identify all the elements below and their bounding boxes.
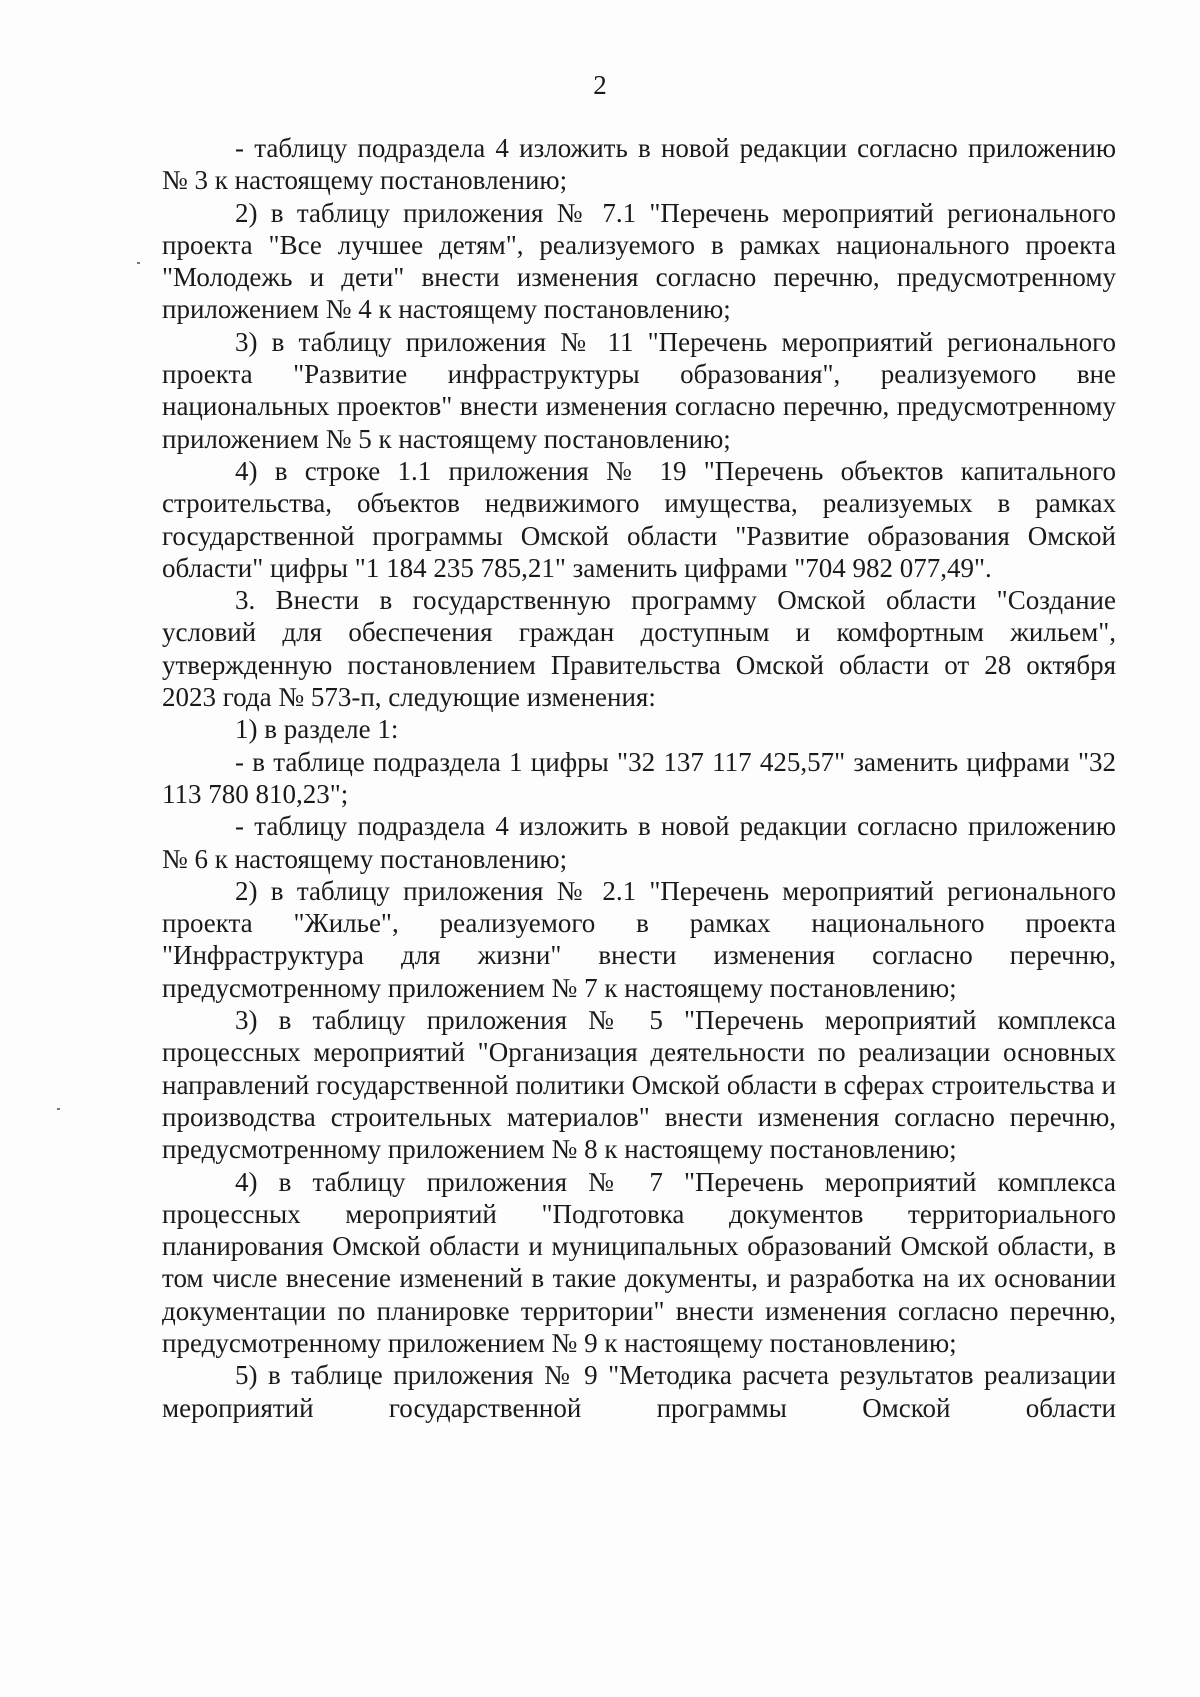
- paragraph-3: 3) в таблицу приложения № 11 "Перечень мероприятий регионального проекта "Развитие инфраструктуры образования", реализуемого вне национальных проектов" внести изменения согласно перечню, предусмотренному приложением № 5 к настоящему постановлению;: [162, 326, 1116, 454]
- paragraph-5: 3. Внести в государственную программу Омской области "Создание условий для обеспечения граждан доступным и комфортным жильем", утвержденную постановлением Правительства Омской области от 28 октября 2023 года № 573-п, следующие изменения:: [162, 585, 1116, 713]
- paragraph-12: 5) в таблице приложения № 9 "Методика расчета результатов реализации мероприятий государственной программы Омской области: [162, 1360, 1116, 1423]
- paragraph-7: - в таблице подраздела 1 цифры "32 137 117 425,57" заменить цифрами "32 113 780 810,23";: [162, 746, 1116, 809]
- paragraph-9: 2) в таблицу приложения № 2.1 "Перечень мероприятий регионального проекта "Жилье", реализуемого в рамках национального проекта "Инфраструктура для жизни" внести изменения согласно перечню, предусмотренному приложением № 7 к настоящему постановлению;: [162, 875, 1116, 1003]
- paragraph-8: - таблицу подраздела 4 изложить в новой редакции согласно приложению № 6 к настоящему постановлению;: [162, 811, 1116, 874]
- paragraph-2: 2) в таблицу приложения № 7.1 "Перечень мероприятий регионального проекта "Все лучшее детям", реализуемого в рамках национального проекта "Молодежь и дети" внести изменения согласно перечню, предусмотренному приложением № 4 к настоящему постановлению;: [162, 197, 1116, 325]
- paragraph-10: 3) в таблицу приложения № 5 "Перечень мероприятий комплекса процессных мероприятий "Организация деятельности по реализации основных направлений государственной политики Омской области в сферах строительства и производства строительных материалов" внести изменения согласно перечню, предусмотренному приложением № 8 к настоящему постановлению;: [162, 1005, 1116, 1165]
- scan-speck: [137, 262, 140, 264]
- paragraph-6: 1) в разделе 1:: [235, 714, 399, 745]
- paragraph-4: 4) в строке 1.1 приложения № 19 "Перечень объектов капитального строительства, объектов недвижимого имущества, реализуемых в рамках государственной программы Омской области "Развитие образования Омской области" цифры "1 184 235 785,21" заменить цифрами "704 982 077,49".: [162, 455, 1116, 583]
- document-body: [162, 132, 1116, 1424]
- paragraph-1: - таблицу подраздела 4 изложить в новой редакции согласно приложению № 3 к настоящему постановлению;: [162, 133, 1116, 196]
- paragraph-11: 4) в таблицу приложения № 7 "Перечень мероприятий комплекса процессных мероприятий "Подготовка документов территориального планирования Омской области и муниципальных образований Омской области, в том числе внесение изменений в такие документы, и разработка на их основании документации по планировке территории" внести изменения согласно перечню, предусмотренному приложением № 9 к настоящему постановлению;: [162, 1166, 1116, 1358]
- scan-speck: [57, 1108, 60, 1110]
- page-number: 2: [593, 70, 607, 100]
